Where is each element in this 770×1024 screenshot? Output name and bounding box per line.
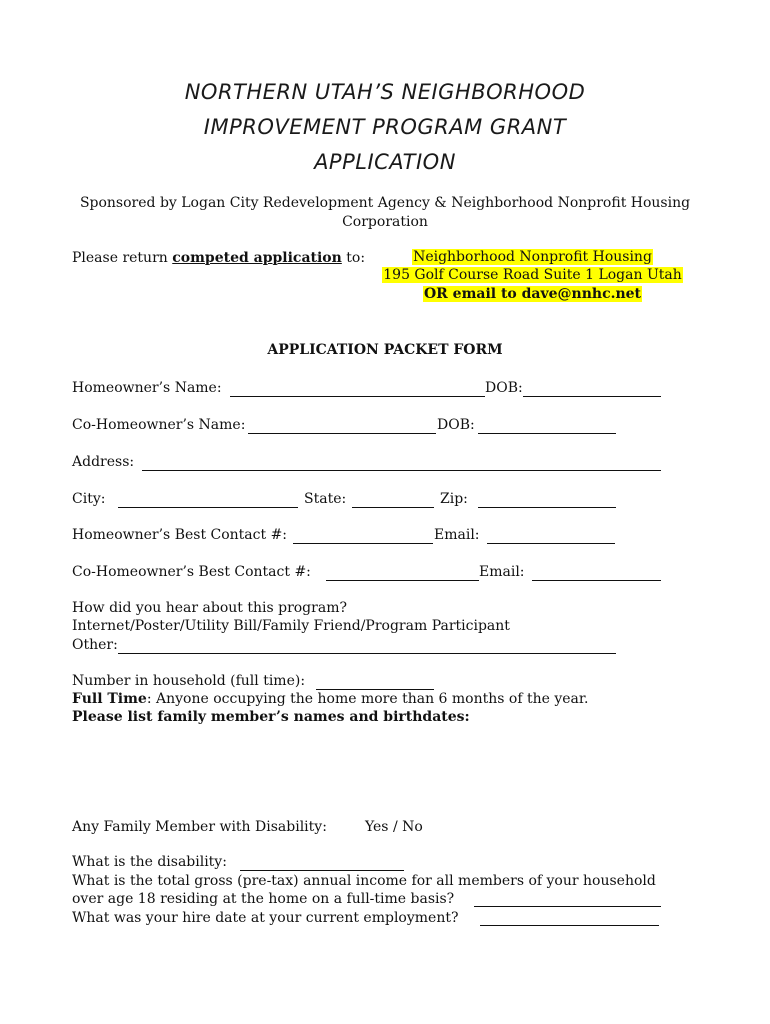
title-line-2: IMPROVEMENT PROGRAM GRANT: [203, 115, 567, 139]
what-disability-field[interactable]: [240, 870, 404, 871]
zip-field[interactable]: [478, 507, 616, 508]
family-list-instruction: Please list family member’s names and birthdates:: [72, 709, 470, 725]
dob1-label: DOB:: [485, 380, 523, 396]
email2-field[interactable]: [532, 580, 661, 581]
email1-label: Email:: [434, 527, 480, 543]
return-address-line-1: Neighborhood Nonprofit Housing: [413, 249, 652, 265]
yes-no-options[interactable]: Yes / No: [365, 819, 423, 835]
fulltime-definition: [72, 690, 589, 708]
disability-question: Any Family Member with Disability:: [72, 819, 327, 835]
best-contact-field[interactable]: [293, 543, 433, 544]
title-line-3: APPLICATION: [314, 150, 456, 174]
income-question-line-2: over age 18 residing at the home on a full-time basis?: [72, 891, 455, 907]
fulltime-label: Full Time: [72, 691, 147, 707]
dob2-label: DOB:: [437, 417, 475, 433]
fulltime-def: : Anyone occupying the home more than 6 months of the year.: [146, 691, 589, 707]
return-instruction: [72, 249, 365, 267]
return-email-line: OR email to dave@nnhc.net: [423, 286, 642, 302]
co-best-contact-field[interactable]: [326, 580, 479, 581]
city-field[interactable]: [118, 507, 298, 508]
other-field[interactable]: [118, 653, 616, 654]
return-suffix: to:: [341, 250, 366, 266]
title-line-1: NORTHERN UTAH’S NEIGHBORHOOD: [184, 80, 586, 104]
dob1-field[interactable]: [523, 396, 661, 397]
return-address-line-2: 195 Golf Course Road Suite 1 Logan Utah: [383, 267, 682, 283]
household-label: Number in household (full time):: [72, 673, 306, 689]
other-label: Other:: [72, 637, 118, 653]
dob2-field[interactable]: [478, 433, 616, 434]
city-label: City:: [72, 491, 106, 507]
how-heard-question: How did you hear about this program?: [72, 600, 347, 616]
return-prefix: Please return: [72, 250, 173, 266]
email2-label: Email:: [479, 564, 525, 580]
heard-sources: Internet/Poster/Utility Bill/Family Friend/Program Participant: [72, 618, 510, 634]
address-label: Address:: [72, 454, 135, 470]
form-heading: APPLICATION PACKET FORM: [267, 342, 503, 358]
cohomeowner-name-label: Co-Homeowner’s Name:: [72, 417, 246, 433]
cohomeowner-name-field[interactable]: [248, 433, 436, 434]
best-contact-label: Homeowner’s Best Contact #:: [72, 527, 288, 543]
address-field[interactable]: [142, 470, 661, 471]
hire-date-field[interactable]: [480, 925, 659, 926]
income-question-line-1: What is the total gross (pre-tax) annual income for all members of your household: [72, 873, 656, 889]
co-best-contact-label: Co-Homeowner’s Best Contact #:: [72, 564, 311, 580]
what-disability-label: What is the disability:: [72, 854, 227, 870]
state-field[interactable]: [352, 507, 434, 508]
homeowner-name-label: Homeowner’s Name:: [72, 380, 222, 396]
state-label: State:: [304, 491, 347, 507]
homeowner-name-field[interactable]: [230, 396, 485, 397]
hire-date-label: What was your hire date at your current employment?: [72, 910, 459, 926]
return-emphasis: competed application: [172, 250, 342, 266]
sponsor-text: Sponsored by Logan City Redevelopment Agency & Neighborhood Nonprofit Housing Corporation: [79, 195, 691, 230]
income-field[interactable]: [474, 906, 661, 907]
email1-field[interactable]: [487, 543, 615, 544]
zip-label: Zip:: [440, 491, 468, 507]
